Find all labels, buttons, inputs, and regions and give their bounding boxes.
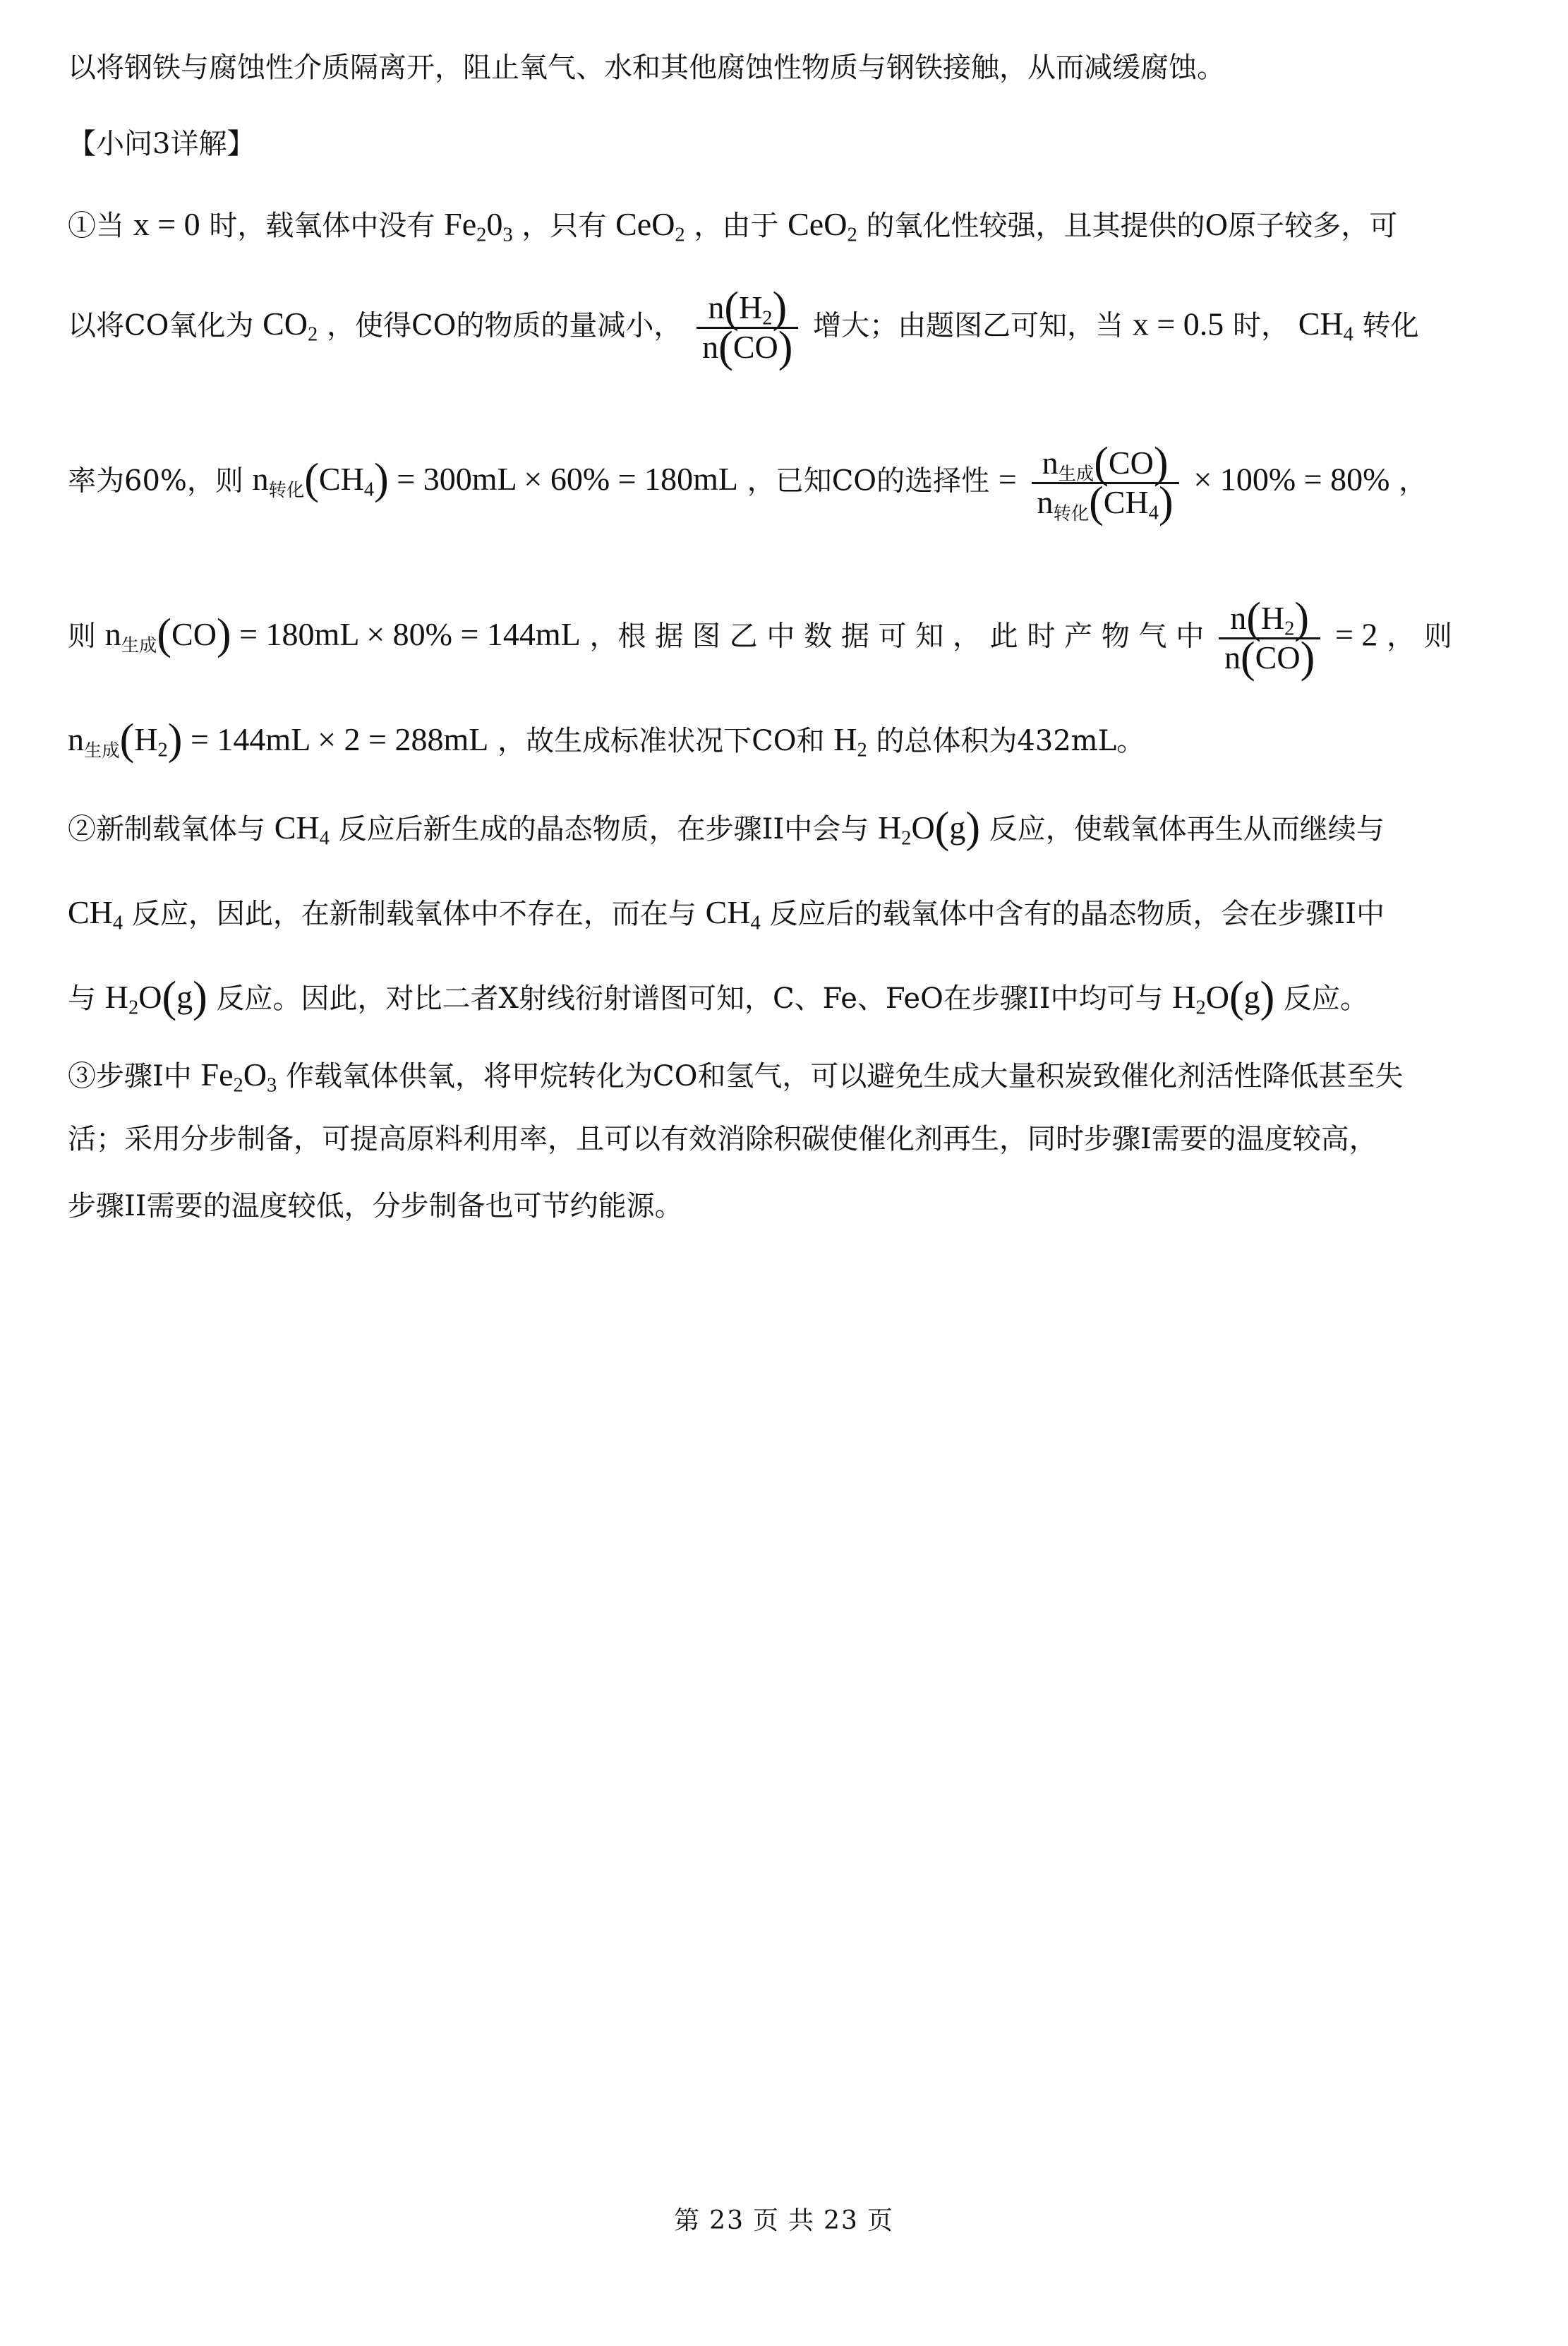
paragraph-3-line-1 bbox=[68, 1055, 1500, 1097]
fraction-nh2-over-nco: $\frac{n(H_2)}{n(CO)}$ bbox=[696, 289, 798, 366]
page-footer bbox=[0, 2201, 1568, 2237]
formula-ch4: $CH_4$ bbox=[1298, 306, 1353, 346]
text-segment: ①当 bbox=[68, 210, 124, 242]
text-segment: ， bbox=[1399, 464, 1428, 498]
text-segment: ③步骤I中 bbox=[68, 1060, 192, 1093]
text-segment: 步骤II需要的温度较低，分步制备也可节约能源。 bbox=[68, 1190, 683, 1222]
text-segment: ②新制载氧体与 bbox=[68, 813, 265, 846]
text-corrosion: 以将钢铁与腐蚀性介质隔离开，阻止氧气、水和其他腐蚀性物质与钢铁接触，从而减缓腐蚀。 bbox=[68, 52, 1225, 84]
formula-ch4: $CH_4$ bbox=[705, 894, 761, 934]
text-segment: 反应后的载氧体中含有的晶态物质，会在步骤II中 bbox=[769, 898, 1385, 930]
equation-n-produced-co: n生成(CO) = 180mL × 80% = 144mL bbox=[104, 610, 581, 659]
text-segment: 时，载氧体中没有 bbox=[209, 210, 435, 242]
formula-ch4: $CH_4$ bbox=[68, 894, 123, 934]
math-x-equals-0: x = 0 bbox=[133, 206, 200, 242]
fraction-nh2-over-nco: $\frac{n(H_2)}{n(CO)}$ bbox=[1219, 600, 1320, 677]
footer-text: 第 bbox=[674, 2206, 701, 2235]
text-segment: 增大；由题图乙可知，当 bbox=[813, 309, 1124, 342]
paragraph-1-line-2 bbox=[68, 283, 1500, 371]
text-segment: 转化 bbox=[1362, 309, 1419, 342]
paragraph-1-line-5 bbox=[68, 715, 1500, 764]
math-times-100-percent: × 100% = 80% bbox=[1193, 461, 1390, 498]
footer-text: 页 bbox=[752, 2206, 780, 2235]
text-segment: ，故生成标准状况下CO和 bbox=[497, 725, 825, 757]
equals-sign: = bbox=[998, 461, 1017, 498]
text-segment: ，由于 bbox=[694, 210, 779, 242]
text-segment: 与 bbox=[68, 982, 96, 1015]
text-segment: ，根 据 图 乙 中 数 据 可 知 ， 此 时 产 物 气 中 bbox=[589, 620, 1205, 653]
equation-n-converted-ch4: n转化$(CH_4) = 300mL \times 60\% = 180mL$ bbox=[252, 455, 738, 504]
fraction-selectivity: $\frac{\text{n生成(CO)}}{n转化(CH_4)}$ bbox=[1032, 445, 1179, 522]
paragraph-1-line-3 bbox=[68, 438, 1500, 527]
formula-ceo2: CeO$_2$ bbox=[615, 206, 685, 246]
paragraph-corrosion-end bbox=[68, 51, 1500, 85]
text-segment: 作载氧体供氧，将甲烷转化为CO和氢气，可以避免生成大量积炭致催化剂活性降低甚至失 bbox=[286, 1060, 1404, 1093]
text-segment: 则 bbox=[68, 620, 96, 653]
text-segment: 时， bbox=[1233, 309, 1290, 342]
text-segment: 活；采用分步制备，可提高原料利用率，且可以有效消除积碳使催化剂再生，同时步骤I需要的温度较高， bbox=[68, 1123, 1377, 1155]
text-segment: 反应，使载氧体再生从而继续与 bbox=[989, 813, 1385, 846]
text-segment: ，使得CO的物质的量减小， bbox=[327, 309, 682, 342]
formula-co2: $CO_2$ bbox=[263, 306, 318, 346]
formula-h2o-g: $H_2O(g)$ bbox=[877, 803, 981, 852]
formula-ceo2: CeO$_2$ bbox=[788, 206, 857, 246]
formula-fe2o3: $Fe_2O_3$ bbox=[200, 1057, 277, 1097]
formula-h2o-g: $H_2O(g)$ bbox=[104, 973, 207, 1021]
text-segment: 反应。因此，对比二者X射线衍射谱图可知，C、Fe、FeO在步骤II中均可与 bbox=[216, 982, 1164, 1015]
text-segment: ， 则 bbox=[1387, 620, 1452, 653]
section-heading bbox=[68, 127, 1500, 161]
text-segment: 率为60%，则 bbox=[68, 464, 243, 498]
total-page-number: 23 bbox=[824, 2206, 859, 2235]
equation-n-produced-h2: n生成$(H_2) = 144mL \times 2 = 288mL$ bbox=[68, 715, 489, 764]
formula-fe2o3: $Fe_20_3$ bbox=[444, 206, 513, 246]
math-equals-2: = 2 bbox=[1334, 616, 1378, 653]
paragraph-3-line-3 bbox=[68, 1189, 1500, 1223]
paragraph-2-line-2 bbox=[68, 893, 1500, 932]
text-segment: 反应，因此，在新制载氧体中不存在，而在与 bbox=[131, 898, 696, 930]
formula-h2o-g: $H_2O(g)$ bbox=[1172, 973, 1275, 1021]
heading-subquestion-3: 【小问3详解】 bbox=[68, 128, 255, 160]
footer-text: 共 bbox=[788, 2206, 816, 2235]
text-segment: 的总体积为432mL。 bbox=[876, 725, 1145, 757]
current-page-number: 23 bbox=[709, 2206, 744, 2235]
text-segment: ，已知CO的选择性 bbox=[747, 464, 990, 498]
formula-h2: $H_2$ bbox=[833, 721, 867, 762]
text-segment: 的氧化性较强，且其提供的O原子较多，可 bbox=[866, 210, 1398, 242]
paragraph-1-line-1 bbox=[68, 205, 1500, 246]
math-x-equals-05: x = 0.5 bbox=[1132, 306, 1224, 342]
paragraph-3-line-2 bbox=[68, 1122, 1500, 1156]
text-segment: 反应。 bbox=[1284, 982, 1369, 1015]
formula-ch4: $CH_4$ bbox=[274, 810, 330, 850]
text-segment: 反应后新生成的晶态物质，在步骤II中会与 bbox=[338, 813, 869, 846]
paragraph-1-line-4 bbox=[68, 594, 1500, 682]
text-segment: ，只有 bbox=[521, 210, 607, 242]
footer-text: 页 bbox=[867, 2206, 894, 2235]
paragraph-2-line-3 bbox=[68, 973, 1500, 1021]
text-segment: 以将CO氧化为 bbox=[68, 309, 254, 342]
paragraph-2-line-1 bbox=[68, 803, 1500, 852]
